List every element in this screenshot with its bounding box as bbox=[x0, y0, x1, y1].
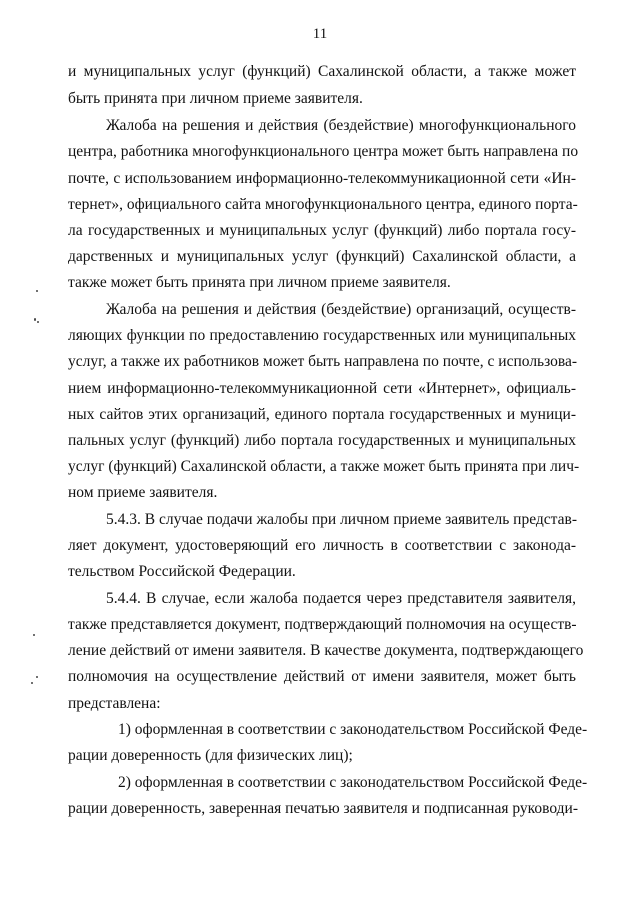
scan-speck bbox=[36, 676, 38, 678]
text-line: почте, с использованием информационно-телекоммуникационной сети «Ин- bbox=[68, 170, 576, 187]
text-line: также представляется документ, подтверждающий полномочия на осуществ- bbox=[68, 616, 577, 633]
text-line: рации доверенность, заверенная печатью заявителя и подписанная руководи- bbox=[68, 800, 578, 817]
text-line: ляет документ, удостоверяющий его личность в соответствии с законода- bbox=[68, 537, 576, 554]
text-line: полномочия на осуществление действий от имени заявителя, может быть bbox=[68, 668, 576, 685]
text-line: дарственных и муниципальных услуг (функций) Сахалинской области, а bbox=[68, 248, 576, 265]
text-line: пальных услуг (функций) либо портала государственных и муниципальных bbox=[68, 432, 576, 449]
scan-speck bbox=[31, 682, 33, 684]
scan-speck bbox=[37, 321, 39, 323]
text-line: ном приеме заявителя. bbox=[68, 484, 218, 501]
text-line: ных сайтов этих организаций, единого портала государственных и муници- bbox=[68, 406, 576, 423]
text-line: быть принята при личном приеме заявителя. bbox=[68, 90, 363, 107]
paragraph-first-line: Жалоба на решения и действия (бездействие) организаций, осуществ- bbox=[106, 301, 576, 318]
text-line: также может быть принята при личном приеме заявителя. bbox=[68, 274, 451, 291]
text-line: тельством Российской Федерации. bbox=[68, 563, 296, 580]
page-number: 11 bbox=[312, 26, 328, 42]
text-line: рации доверенность (для физических лиц); bbox=[68, 747, 353, 764]
paragraph-first-line: 5.4.4. В случае, если жалоба подается через представителя заявителя, bbox=[106, 590, 576, 607]
paragraph-first-line: Жалоба на решения и действия (бездействие) многофункционального bbox=[106, 117, 576, 134]
text-line: нием информационно-телекоммуникационной сети «Интернет», официаль- bbox=[68, 380, 576, 397]
list-item-first-line: 2) оформленная в соответствии с законодательством Российской Феде- bbox=[118, 774, 588, 791]
text-line: центра, работника многофункционального центра может быть направлена по bbox=[68, 143, 579, 160]
text-line: представлена: bbox=[68, 695, 161, 712]
scan-speck bbox=[33, 634, 35, 636]
text-line: услуг, а также их работников может быть направлена по почте, с использова- bbox=[68, 353, 578, 370]
text-line: и муниципальных услуг (функций) Сахалинской области, а также может bbox=[68, 63, 576, 80]
text-line: ла государственных и муниципальных услуг (функций) либо портала госу- bbox=[68, 222, 576, 239]
scan-speck bbox=[34, 318, 36, 321]
paragraph-first-line: 5.4.3. В случае подачи жалобы при личном приеме заявитель представ- bbox=[106, 511, 577, 528]
text-line: тернет», официального сайта многофункционального центра, единого порта- bbox=[68, 196, 578, 213]
text-line: ляющих функции по предоставлению государственных или муниципальных bbox=[68, 327, 576, 344]
text-line: ление действий от имени заявителя. В качестве документа, подтверждающего bbox=[68, 642, 584, 659]
scan-speck bbox=[36, 290, 38, 292]
text-line: услуг (функций) Сахалинской области, а также может быть принята при лич- bbox=[68, 458, 580, 475]
list-item-first-line: 1) оформленная в соответствии с законодательством Российской Феде- bbox=[118, 721, 588, 738]
